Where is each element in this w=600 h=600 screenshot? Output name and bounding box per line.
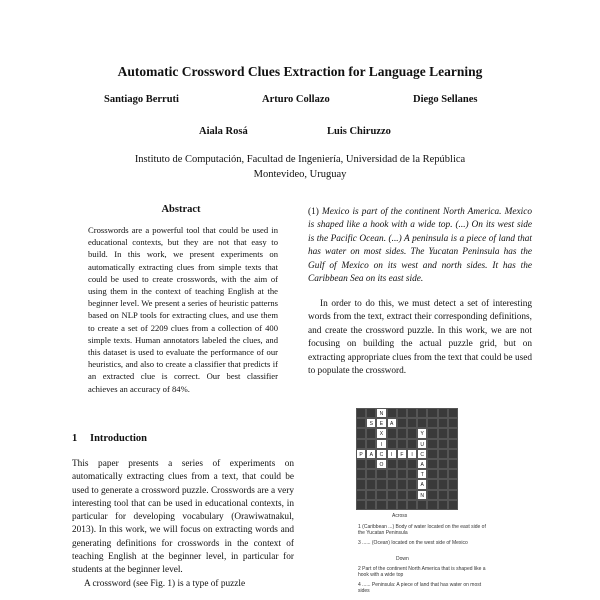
grid-cell <box>397 428 407 438</box>
grid-cell <box>366 439 376 449</box>
crossword-figure <box>356 408 458 518</box>
grid-cell <box>427 459 437 469</box>
grid-cell <box>438 469 448 479</box>
grid-cell <box>448 479 458 489</box>
example-1 <box>308 206 532 286</box>
grid-cell: A <box>417 459 427 469</box>
grid-cell <box>376 479 386 489</box>
grid-cell <box>397 469 407 479</box>
affiliation-line-1: Instituto de Computación, Facultad de Ingeniería, Universidad de la República <box>134 154 466 165</box>
grid-cell <box>356 439 366 449</box>
author-5: Luis Chiruzzo <box>327 126 391 137</box>
grid-cell <box>397 459 407 469</box>
affiliation <box>60 152 540 182</box>
grid-cell <box>448 428 458 438</box>
grid-cell: A <box>417 479 427 489</box>
grid-cell <box>356 418 366 428</box>
grid-cell <box>427 469 437 479</box>
grid-cell <box>397 439 407 449</box>
grid-cell <box>448 459 458 469</box>
grid-cell <box>427 439 437 449</box>
grid-cell <box>448 449 458 459</box>
grid-cell <box>427 418 437 428</box>
grid-cell <box>438 439 448 449</box>
grid-cell: A <box>366 449 376 459</box>
grid-cell <box>427 408 437 418</box>
grid-cell <box>387 490 397 500</box>
grid-cell <box>397 418 407 428</box>
intro-paragraph-2: A crossword (see Fig. 1) is a type of puzzle <box>84 578 246 589</box>
grid-cell <box>448 418 458 428</box>
grid-cell <box>427 449 437 459</box>
grid-cell <box>366 500 376 510</box>
grid-cell <box>397 408 407 418</box>
affiliation-line-2: Montevideo, Uruguay <box>253 169 347 180</box>
down-clue-2: 4 ...... Peninsula: A piece of land that has water on most sides <box>358 582 482 595</box>
grid-cell <box>387 428 397 438</box>
grid-cell <box>356 500 366 510</box>
down-clue-1: 2 Part of the continent North America that is shaped like a hook with a wide top <box>358 566 486 579</box>
grid-cell <box>417 418 427 428</box>
grid-cell <box>366 490 376 500</box>
abstract-text: Crosswords are a powerful tool that could be used in educational contexts, but they are not that easy to build. In this work, we present experiments on automatically extracting clues from simple texts that could be used to create crosswords, with the aim of using them in the context of teaching English at the beginner level. We present a series of heuristic patterns based on NLP tools for extracting clues, and use them to create a set of 2209 clues from a collection of 400 simple texts. Human annotators labeled the clues, and this dataset is used to evaluate the performance of our heuristics, and also to create a classifier that predicts if an extracted clue is correct. Our best classifier achieves an accuracy of 84%. <box>88 225 278 394</box>
grid-cell <box>407 479 417 489</box>
grid-cell <box>427 500 437 510</box>
grid-cell <box>448 469 458 479</box>
grid-cell <box>387 500 397 510</box>
grid-cell <box>356 479 366 489</box>
grid-cell: I <box>407 449 417 459</box>
grid-cell: O <box>376 459 386 469</box>
grid-cell <box>397 490 407 500</box>
grid-cell: S <box>366 418 376 428</box>
grid-cell <box>407 428 417 438</box>
grid-cell: C <box>417 449 427 459</box>
author-1: Santiago Berruti <box>104 94 179 105</box>
grid-cell <box>438 449 448 459</box>
right-paragraph-1: In order to do this, we must detect a set of interesting words from the text, extract their corresponding definitions, and create the crossword puzzle. In this work, we are not focusing on building the actual puzzle grid, but on extracting appropriate clues from the text that could be used to populate the crossword. <box>308 299 532 377</box>
grid-cell <box>356 490 366 500</box>
grid-cell <box>387 408 397 418</box>
grid-cell: E <box>376 418 386 428</box>
grid-cell <box>427 479 437 489</box>
grid-cell: P <box>356 449 366 459</box>
section-heading-introduction <box>72 433 147 444</box>
grid-cell <box>427 428 437 438</box>
grid-cell <box>356 408 366 418</box>
grid-cell <box>356 428 366 438</box>
section-title: Introduction <box>90 433 147 444</box>
grid-cell <box>376 500 386 510</box>
paper-title: Automatic Crossword Clues Extraction for Language Learning <box>117 64 483 79</box>
abstract-heading: Abstract <box>161 204 201 215</box>
grid-cell <box>387 479 397 489</box>
grid-cell <box>417 408 427 418</box>
grid-cell <box>366 408 376 418</box>
grid-cell <box>366 479 376 489</box>
intro-paragraph-1: This paper presents a series of experiments on automatically extracting clues from a text, that could be used to generate a crossword puzzle. Crosswords are a very interesting tool that can be used in educational contexts, in particular for developing vocabulary (Orawiwatnakul, 2013). In this work, we will focus on extracting words and generating definitions for crosswords in the context of teaching English at the beginner level, in particular for students at the beginner level. <box>72 459 294 576</box>
grid-cell: U <box>417 439 427 449</box>
grid-cell <box>407 408 417 418</box>
grid-cell <box>438 418 448 428</box>
example-text: Mexico is part of the continent North America. Mexico is shaped like a hook with a wide top. (...) On its west side is the Pacific Ocean. (...) A peninsula is a piece of land that has water on most sides. The Yucatan Peninsula has the Gulf of Mexico on its west and north sides. It has the Caribbean Sea on its east side. <box>308 207 532 285</box>
grid-cell <box>417 500 427 510</box>
author-2: Arturo Collazo <box>262 94 330 105</box>
grid-cell: I <box>376 439 386 449</box>
author-3: Diego Sellanes <box>413 94 478 105</box>
grid-cell <box>407 490 417 500</box>
grid-cell <box>407 469 417 479</box>
across-clue-2: 3 ...... (Ocean) located on the west side of Mexico <box>358 540 468 546</box>
grid-cell <box>407 439 417 449</box>
grid-cell: T <box>417 469 427 479</box>
grid-cell <box>427 490 437 500</box>
grid-cell <box>407 418 417 428</box>
grid-cell: F <box>397 449 407 459</box>
crossword-grid <box>356 408 458 510</box>
grid-cell <box>397 479 407 489</box>
grid-cell <box>356 469 366 479</box>
grid-cell <box>397 500 407 510</box>
grid-cell <box>356 459 366 469</box>
grid-cell: N <box>376 408 386 418</box>
grid-cell <box>438 459 448 469</box>
grid-cell <box>387 469 397 479</box>
grid-cell: C <box>376 449 386 459</box>
grid-cell <box>438 428 448 438</box>
grid-cell <box>438 408 448 418</box>
grid-cell <box>438 479 448 489</box>
grid-cell <box>448 439 458 449</box>
grid-cell <box>376 469 386 479</box>
grid-cell <box>366 459 376 469</box>
grid-cell <box>407 500 417 510</box>
grid-cell: N <box>417 490 427 500</box>
grid-cell: Y <box>417 428 427 438</box>
grid-cell: I <box>387 449 397 459</box>
grid-cell: A <box>387 418 397 428</box>
grid-cell <box>448 408 458 418</box>
introduction-body <box>72 458 294 591</box>
grid-cell <box>438 490 448 500</box>
grid-cell <box>407 459 417 469</box>
grid-cell <box>448 500 458 510</box>
author-4: Aiala Rosá <box>199 126 248 137</box>
across-heading: Across <box>392 513 408 519</box>
grid-cell <box>387 439 397 449</box>
grid-cell <box>448 490 458 500</box>
across-clue-1: 1 (Caribbean ...) Body of water located on the east side of the Yucatan Peninsula <box>358 524 486 537</box>
grid-cell <box>366 428 376 438</box>
grid-cell <box>438 500 448 510</box>
section-number: 1 <box>72 433 78 444</box>
grid-cell <box>387 459 397 469</box>
example-label: (1) <box>308 207 319 217</box>
right-column-body <box>308 298 532 378</box>
grid-cell <box>366 469 376 479</box>
down-heading: Down <box>396 556 409 562</box>
grid-cell: X <box>376 428 386 438</box>
grid-cell <box>376 490 386 500</box>
